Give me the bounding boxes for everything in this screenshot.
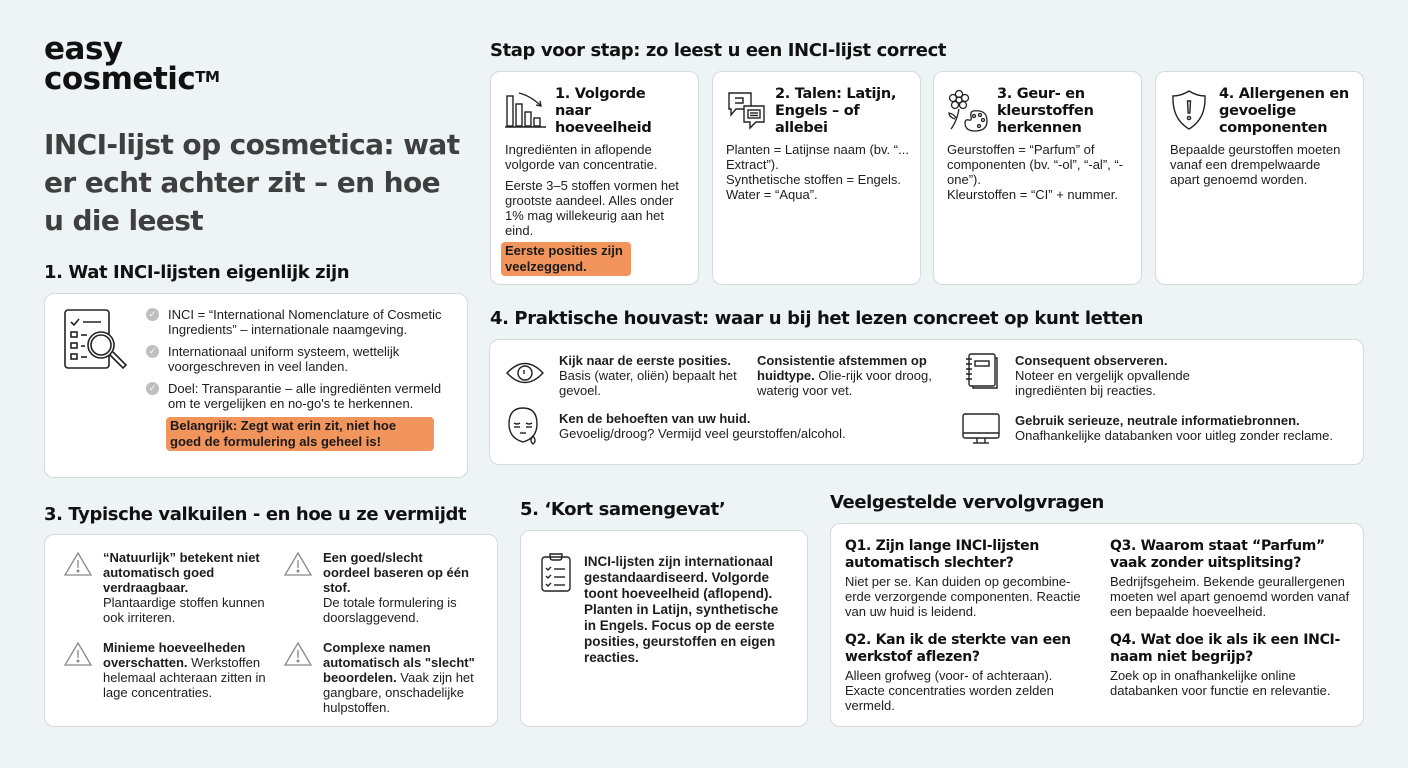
flower-palette-icon	[947, 89, 989, 133]
pitfall-item: Een goed/slecht oordeel baseren op één stof. De totale formulering is doorslaggevend.	[323, 550, 469, 625]
step-card-1	[490, 71, 699, 285]
tip-item: Consistentie afstemmen op huidtype. Olie-rijk voor droog, waterig voor vet.	[757, 353, 932, 398]
faq-item	[1110, 632, 1355, 698]
step-text: Ingrediënten in aflopende volgorde van concentratie.	[505, 142, 658, 172]
faq-answer: Bedrijfsgeheim. Bekende geurallergenen moeten wel apart genoemd worden vanaf een bepaalde hoeveelheid.	[1110, 574, 1350, 619]
step-card-4	[1155, 71, 1364, 285]
faq-item	[845, 538, 1095, 619]
shield-warning-icon	[1171, 89, 1207, 131]
speech-bubbles-icon	[726, 90, 768, 130]
step-title: 2. Talen: Latijn, Engels – of allebei	[775, 86, 897, 136]
eye-icon	[505, 360, 545, 386]
faq-question: Q3. Waarom staat “Parfum” vaak zonder uitsplitsing?	[1110, 538, 1325, 571]
check-circle-icon: ✓	[146, 308, 159, 321]
tip-item: Consequent observeren. Noteer en vergelijk opvallende ingrediënten bij reacties.	[1015, 353, 1190, 398]
warning-triangle-icon	[283, 551, 313, 577]
faq-item	[1110, 538, 1355, 619]
faq-answer: Alleen grofweg (voor- of achteraan). Exacte concentraties worden zelden vermeld.	[845, 668, 1054, 713]
trademark: TM	[195, 68, 220, 86]
section1-heading: 1. Wat INCI-lijsten eigenlijk zijn	[44, 262, 350, 283]
important-highlight: Belangrijk: Zegt wat erin zit, niet hoe goed de formulering als geheel is!	[166, 417, 434, 451]
check-circle-icon: ✓	[146, 345, 159, 358]
check-circle-icon: ✓	[146, 382, 159, 395]
pitfall-item: Complexe namen automatisch als "slecht" beoordelen. Vaak zijn het gangbare, onschadelijke hulpstoffen.	[323, 640, 475, 715]
descending-bar-chart-icon	[505, 90, 547, 128]
notebook-icon	[964, 352, 1000, 390]
step-title: 3. Geur- en kleurstoffen herkennen	[997, 86, 1094, 136]
step-line: Kleurstoffen = “CI” + nummer.	[947, 187, 1118, 202]
step-line: Synthetische stoffen = Engels.	[726, 172, 902, 187]
step-line: Water = “Aqua”.	[726, 187, 818, 202]
warning-triangle-icon	[283, 641, 313, 667]
step-card-2	[712, 71, 921, 285]
tip-item: Ken de behoeften van uw huid. Gevoelig/droog? Vermijd veel geurstoffen/alcohol.	[559, 411, 846, 441]
brand-logo	[44, 31, 220, 97]
section4-card	[489, 339, 1364, 465]
step-line: Bepaalde geurstoffen moeten vanaf een drempelwaarde apart genoemd worden.	[1170, 142, 1341, 187]
pitfall-item: “Natuurlijk” betekent niet automatisch goed verdraagbaar. Plantaardige stoffen kunnen ook irriteren.	[103, 550, 265, 625]
steps-heading: Stap voor stap: zo leest u een INCI-lijst correct	[490, 40, 947, 61]
monitor-icon	[961, 412, 1001, 446]
faq-heading: Veelgestelde vervolgvragen	[830, 492, 1104, 513]
warning-triangle-icon	[63, 641, 93, 667]
page-title: INCI-lijst op cosmetica: wat er echt achter zit – en hoe u die leest	[44, 128, 460, 237]
step-title: 1. Volgorde naar hoeveelheid	[555, 86, 652, 136]
faq-question: Q1. Zijn lange INCI-lijsten automatisch slechter?	[845, 538, 1040, 571]
bullet-item: ✓ Internationaal uniform systeem, wettelijk voorgeschreven in veel landen.	[146, 344, 461, 374]
faq-question: Q2. Kan ik de sterkte van een werkstof aflezen?	[845, 632, 1071, 665]
warning-triangle-icon	[63, 551, 93, 577]
faq-item	[845, 632, 1095, 713]
faq-answer: Niet per se. Kan duiden op gecombine-erde verzorgende componenten. Reactie van uw huid is leidend.	[845, 574, 1081, 619]
brand-line1: easy	[44, 31, 123, 67]
pitfall-item: Minieme hoeveelheden overschatten. Werkstoffen helemaal achteraan zitten in lage concentraties.	[103, 640, 266, 700]
section3-card	[44, 534, 498, 727]
summary-text: INCI-lijsten zijn internationaal gestandaardiseerd. Volgorde toont hoeveelheid (aflopend). Planten in Latijn, synthetische in Engels. Focus op de eerste posities, geurstoffen en eigen reacties.	[584, 554, 779, 665]
faq-card	[830, 523, 1364, 727]
clipboard-checklist-icon	[540, 551, 572, 593]
step-highlight: Eerste posities zijn veelzeggend.	[501, 242, 631, 276]
section5-heading: 5. ‘Kort samengevat’	[520, 499, 726, 520]
checklist-magnifier-icon	[63, 308, 131, 372]
tip-item: Gebruik serieuze, neutrale informatiebronnen. Onafhankelijke databanken voor uitleg zonder reclame.	[1015, 413, 1333, 443]
section5-card	[520, 530, 808, 727]
faq-question: Q4. Wat doe ik als ik een INCI-naam niet begrijp?	[1110, 632, 1340, 665]
faq-answer: Zoek op in onafhankelijke online databanken voor functie en relevantie.	[1110, 668, 1331, 698]
bullet-item: ✓ Doel: Transparantie – alle ingrediënten vermeld om te vergelijken en no-go's te herkennen.	[146, 381, 461, 411]
step-line: Planten = Latijnse naam (bv. “... Extract”).	[726, 142, 909, 172]
step-card-3	[933, 71, 1142, 285]
step-line: Geurstoffen = “Parfum” of componenten (bv. “-ol”, “-al”, “-one”).	[947, 142, 1124, 187]
face-drop-icon	[506, 406, 540, 448]
brand-line2: cosmetic	[44, 61, 196, 97]
step-text: Eerste 3–5 stoffen vormen het grootste aandeel. Alles onder 1% mag willekeurig aan het eind.	[505, 178, 679, 238]
bullet-item: ✓ INCI = “International Nomenclature of Cosmetic Ingredients” – internationale naamgeving.	[146, 307, 461, 337]
step-title: 4. Allergenen en gevoelige componenten	[1219, 86, 1349, 136]
tip-item: Kijk naar de eerste posities. Basis (water, oliën) bepaalt het gevoel.	[559, 353, 737, 398]
section4-heading: 4. Praktische houvast: waar u bij het lezen concreet op kunt letten	[490, 308, 1144, 329]
section3-heading: 3. Typische valkuilen - en hoe u ze vermijdt	[44, 504, 467, 525]
section1-card	[44, 293, 468, 478]
